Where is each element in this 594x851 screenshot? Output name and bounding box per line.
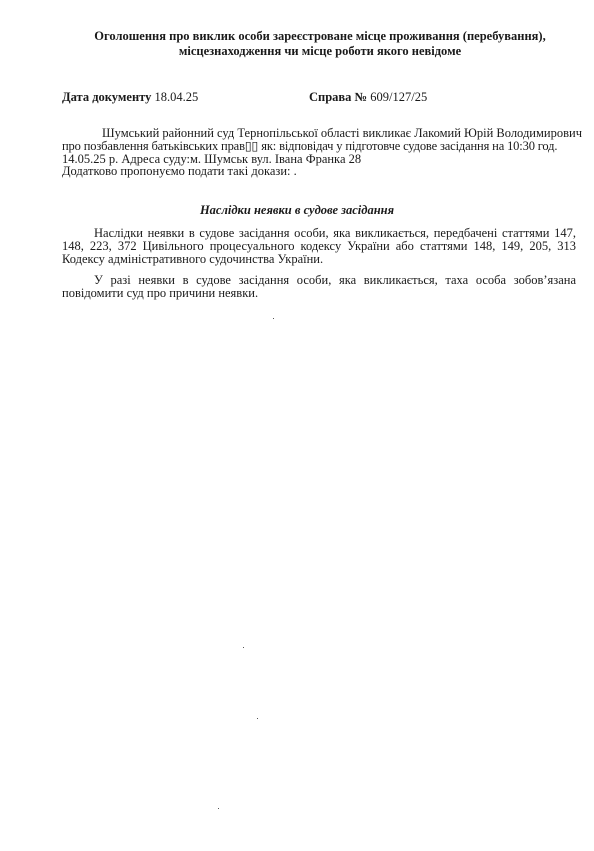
title-line-1: Оголошення про виклик особи зареєстроване місце проживання (перебування),: [94, 29, 546, 43]
case-number: [309, 90, 427, 105]
summons-line-2: про позбавлення батьківських прав▯▯ як: відповідач у підготовче судове засідання на 10:30 год.: [62, 138, 558, 153]
section-heading: Наслідки неявки в судове засідання: [199, 203, 395, 217]
scan-dot: [257, 718, 258, 719]
summons-line-3: 14.05.25 р. Адреса суду:м. Шумськ вул. Івана Франка 28: [62, 151, 362, 166]
consequences-paragraph: [62, 227, 576, 265]
summons-paragraph: [62, 126, 582, 179]
scan-dot: [218, 808, 219, 809]
document-date: [62, 90, 198, 105]
consequences-text: Наслідки неявки в судове засідання особи, яка викликається, передбачені статтями 147, 148, 223, 372 Цивільного процесуального кодексу України або статтями 148, 149, 205, 313 Кодексу адміністративного судочинства України.: [62, 226, 576, 266]
summons-line-4: Додатково пропонуємо подати такі докази: .: [62, 164, 297, 179]
case-value: 609/127/25: [370, 90, 428, 104]
title-line-2: місцезнаходження чи місце роботи якого невідоме: [178, 44, 462, 58]
notify-text: У разі неявки в судове засідання особи, яка викликається, таха особа зобов’язана повідомити суд про причини неявки.: [62, 273, 576, 300]
notify-paragraph: [62, 274, 576, 300]
case-label: Справа №: [309, 90, 368, 104]
scan-dot: [243, 647, 244, 648]
date-label: Дата документу: [62, 90, 152, 104]
document-title: [60, 29, 580, 59]
scan-dot: [273, 318, 274, 319]
summons-line-1: Шумський районний суд Тернопільської області викликає Лакомий Юрій Володимирович: [102, 126, 582, 140]
date-value: 18.04.25: [154, 90, 199, 104]
